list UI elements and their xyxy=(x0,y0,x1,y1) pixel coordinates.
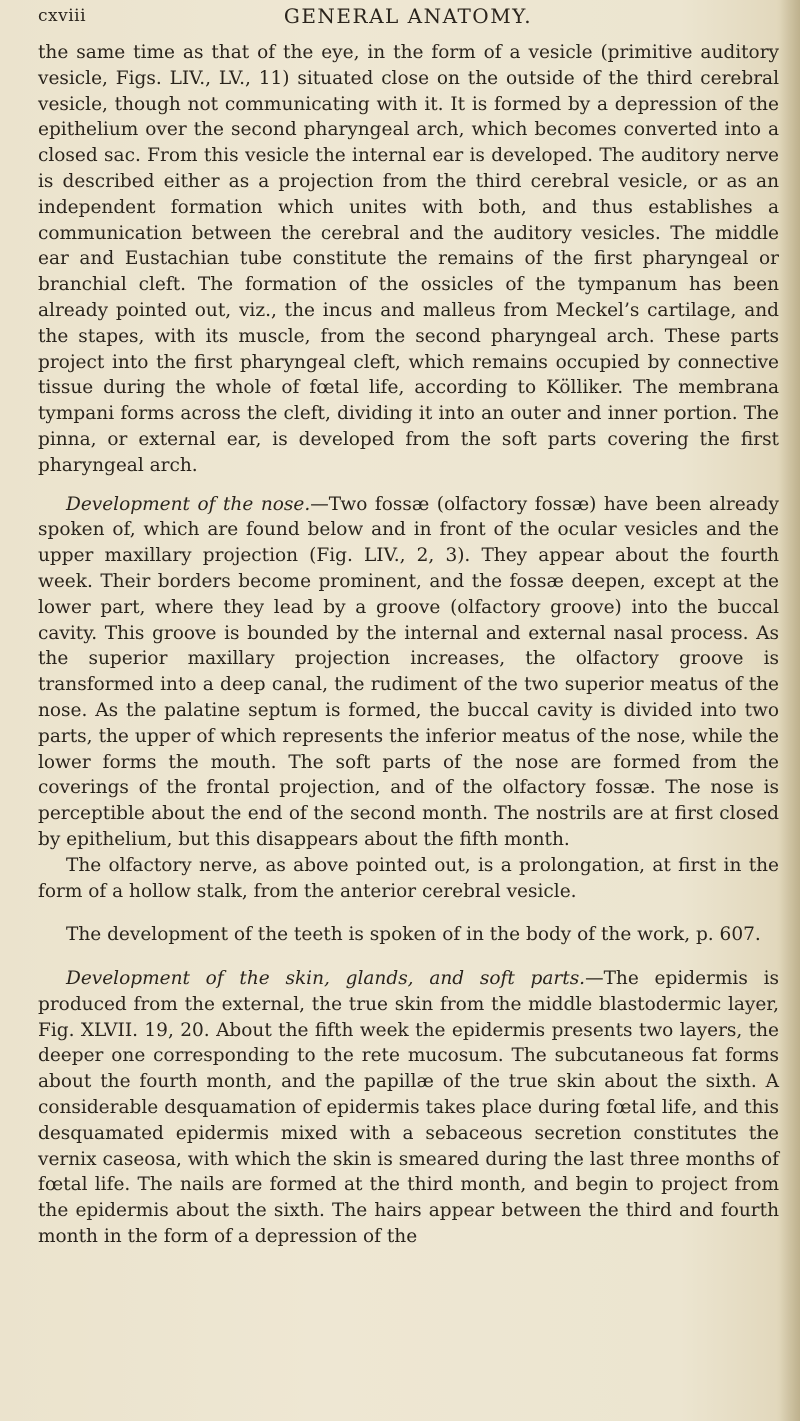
paragraph-auditory xyxy=(38,40,779,479)
page-number: cxviii xyxy=(38,6,87,26)
paragraph-text: The development of the teeth is spoken of in the body of the work, p. 607. xyxy=(66,924,761,946)
paragraph-teeth xyxy=(38,922,779,948)
section-heading: Development of the nose. xyxy=(66,493,311,515)
paragraph-text: —Two fossæ (olfactory fossæ) have been already spoken of, which are found below and in front of the ocular vesicles and the upper maxillary projection (Fig. LIV., 2, 3). They appear about the fourth week. Their borders become prominent, and the fossæ deepen, except at the lower part, where they lead by a groove (olfactory groove) into the buccal cavity. This groove is bounded by the internal and external nasal process. As the superior maxillary projection increases, the olfactory groove is transformed into a deep canal, the rudiment of the two superior meatus of the nose. As the palatine septum is formed, the buccal cavity is divided into two parts, the upper of which represents the inferior meatus of the nose, while the lower forms the mouth. The soft parts of the nose are formed from the coverings of the frontal projection, and of the olfactory fossæ. The nose is perceptible about the end of the second month. The nostrils are at first closed by epithelium, but this disappears about the fifth month. xyxy=(38,493,779,850)
section-heading: Development of the skin, glands, and soft parts. xyxy=(66,968,586,990)
paragraph-skin xyxy=(38,966,779,1250)
page-header xyxy=(38,4,778,34)
paragraph-text: the same time as that of the eye, in the form of a vesicle (primitive auditory vesicle, Figs. LIV., LV., 11) situated close on the outside of the third cerebral vesicle, though not communicating with it. It is formed by a depression of the epithelium over the second pharyngeal arch, which becomes converted into a closed sac. From this vesicle the internal ear is developed. The auditory nerve is described either as a projection from the third cerebral vesicle, or as an independent formation which unites with both, and thus establishes a communication between the cerebral and the auditory vesicles. The middle ear and Eustachian tube constitute the remains of the first pharyngeal or branchial cleft. The formation of the ossicles of the tympanum has been already pointed out, viz., the incus and malleus from Meckel’s cartilage, and the stapes, with its muscle, from the second pharyngeal arch. These parts project into the first pharyngeal cleft, which remains occupied by connective tissue during the whole of fœtal life, according to Kölliker. The membrana tympani forms across the cleft, dividing it into an outer and inner portion. The pinna, or external ear, is developed from the soft parts covering the first pharyngeal arch. xyxy=(38,42,779,476)
page-edge-shadow xyxy=(780,0,800,1421)
paragraph-olfactory-nerve xyxy=(38,853,779,905)
paragraph-nose xyxy=(38,492,779,853)
running-title: GENERAL ANATOMY. xyxy=(283,4,533,28)
body-text xyxy=(38,40,779,1250)
paragraph-text: —The epidermis is produced from the external, the true skin from the middle blastodermic layer, Fig. XLVII. 19, 20. About the fifth week the epidermis presents two layers, the deeper one corresponding to the rete mucosum. The subcutaneous fat forms about the fourth month, and the papillæ of the true skin about the sixth. A considerable desquamation of epidermis takes place during fœtal life, and this desquamated epidermis mixed with a sebaceous secretion constitutes the vernix caseosa, with which the skin is smeared during the last three months of fœtal life. The nails are formed at the third month, and begin to project from the epidermis about the sixth. The hairs appear between the third and fourth month in the form of a depression of the xyxy=(38,968,780,1248)
paragraph-text: The olfactory nerve, as above pointed out, is a prolongation, at first in the form of a hollow stalk, from the anterior cerebral vesicle. xyxy=(38,854,779,902)
